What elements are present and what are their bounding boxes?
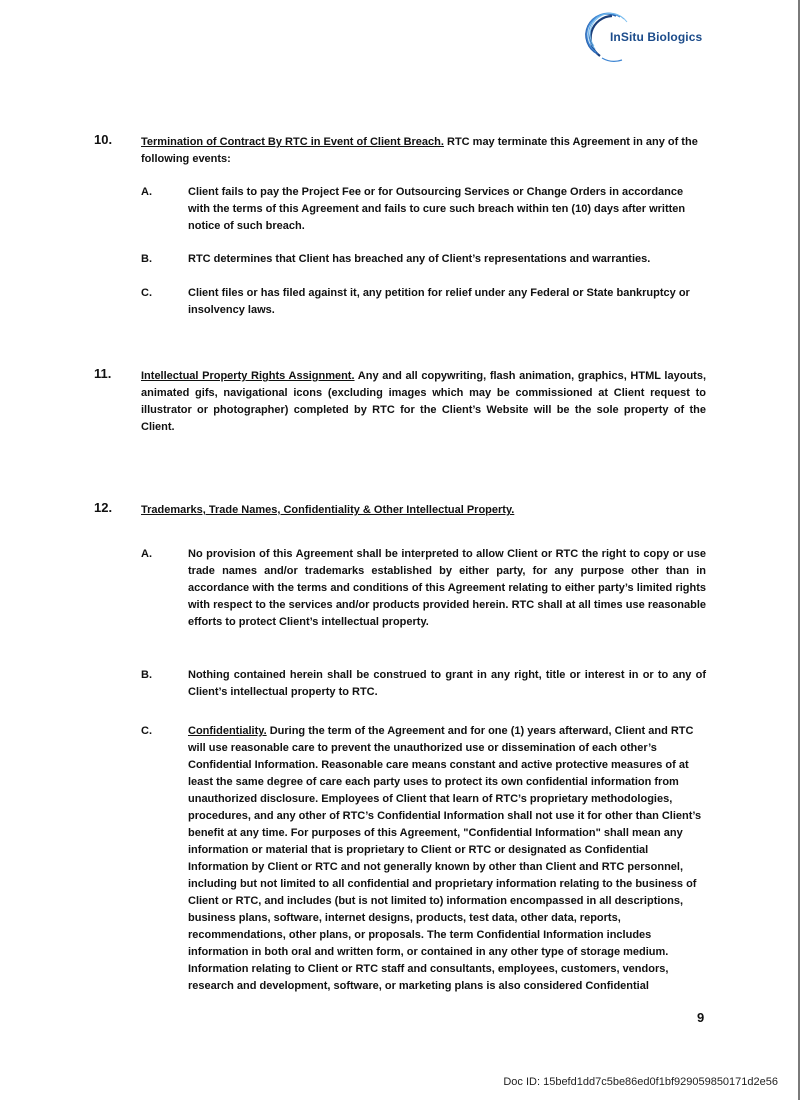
section-number: 12. — [94, 500, 113, 515]
doc-id: Doc ID: 15befd1dd7c5be86ed0f1bf929059850171d2e56 — [503, 1076, 778, 1088]
item-letter: C. — [141, 287, 152, 299]
section-paragraph — [141, 368, 706, 436]
item-letter: A. — [141, 548, 152, 560]
page-number: 9 — [697, 1010, 705, 1025]
item-text: RTC determines that Client has breached any of Client’s representations and warranties. — [188, 253, 651, 265]
section-number: 11. — [94, 366, 112, 381]
section-intro: RTC may terminate this Agreement in any of the following events: — [141, 136, 698, 165]
section-heading: Trademarks, Trade Names, Confidentiality & Other Intellectual Property. — [141, 504, 515, 516]
item-text: Client fails to pay the Project Fee or for Outsourcing Services or Change Orders in accordance with the terms of this Agreement and fails to cure such breach within ten (10) days after written notice of such breach. — [188, 186, 686, 232]
item-body: During the term of the Agreement and for one (1) years afterward, Client and RTC will use reasonable care to prevent the unauthorized use or dissemination of each other’s Confidential Information. Reasonable care means constant and active protective measures of at least the same degree of care each party uses to protect its own confidential information from unauthorized disclosure. Employees of Client that learn of RTC’s proprietary methodologies, procedures, and any other of RTC’s Confidential Information shall not use it for other than Client’s benefit at any time. For purposes of this Agreement, "Confidential Information" shall mean any information or material that is proprietary to Client or RTC or designated as Confidential Information by Client or RTC and not generally known by other than Client and RTC personnel, including but not limited to all confidential and proprietary information relating to the business of Client or RTC, and includes (but is not limited to) information encompassed in all descriptions, business plans, software, internet designs, products, test data, other data, reports, recommendations, other plans, or proposals. The term Confidential Information includes information in both oral and written form, or contained in any other type of storage medium. Information relating to Client or RTC staff and consultants, employees, customers, vendors, research and development, software, or marketing plans is also considered Confidential — [188, 725, 702, 992]
section-heading: Termination of Contract By RTC in Event of Client Breach. — [141, 136, 444, 148]
section-number: 10. — [94, 132, 113, 147]
item-letter: A. — [141, 186, 152, 198]
item-letter: C. — [141, 725, 152, 737]
section-intro: Any and all copywriting, flash animation, graphics, HTML layouts, animated gifs, navigational icons (excluding images which may be commissioned at Client request to illustrator or photographer) completed by RTC for the Client’s Website will be the sole property of the Client. — [141, 370, 706, 433]
item-subheading: Confidentiality. — [188, 725, 267, 737]
section-paragraph — [141, 502, 706, 519]
item-letter: B. — [141, 253, 152, 265]
item-text: No provision of this Agreement shall be interpreted to allow Client or RTC the right to copy or use trade names and/or trademarks established by either party, for any purpose other than in accordance with the terms and conditions of this Agreement relating to either party’s limited rights with respect to the services and/or products provided herein. RTC shall at all times use reasonable efforts to protect Client’s intellectual property. — [188, 548, 706, 628]
item-text — [188, 723, 706, 995]
section-paragraph — [141, 134, 706, 168]
item-text: Nothing contained herein shall be construed to grant in any right, title or interest in or to any of Client’s intellectual property to RTC. — [188, 669, 706, 698]
logo-text: InSitu Biologics — [610, 30, 703, 44]
item-letter: B. — [141, 669, 152, 681]
item-text: Client files or has filed against it, any petition for relief under any Federal or State bankruptcy or insolvency laws. — [188, 287, 690, 316]
section-heading: Intellectual Property Rights Assignment. — [141, 370, 355, 382]
